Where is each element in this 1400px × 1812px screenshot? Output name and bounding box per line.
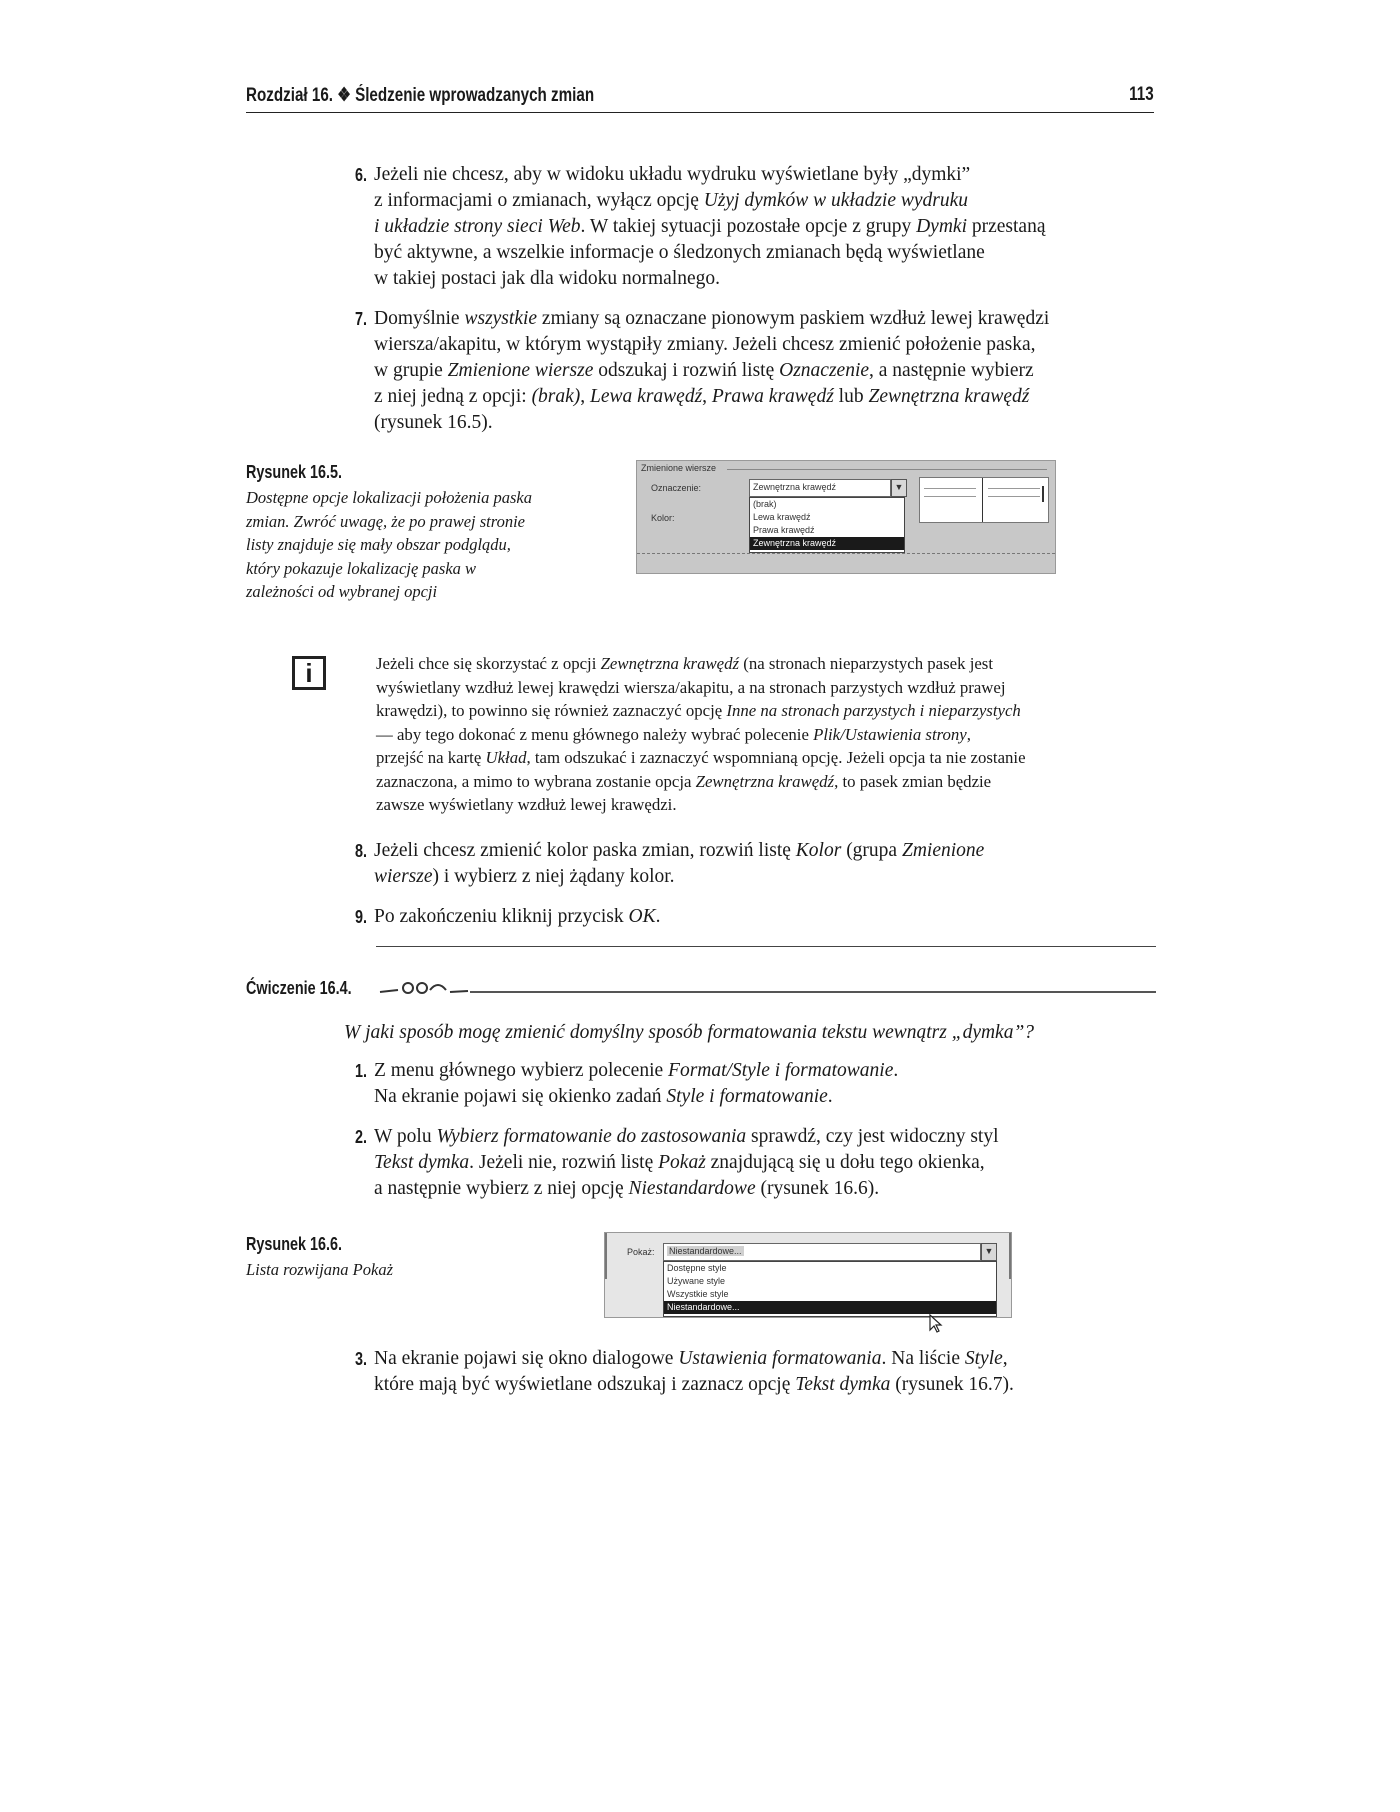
step-6 (355, 162, 1158, 292)
note-line: zaznaczona, a mimo to wybrana zostanie opcja Zewnętrzna krawędź, to pasek zmian będzie (376, 771, 992, 791)
text-line: Jeżeli chcesz zmienić kolor paska zmian, rozwiń listę Kolor (grupa Zmienione (374, 840, 985, 861)
exercise-ornament-icon (378, 978, 470, 996)
figure-title: Rysunek 16.5. (246, 462, 343, 482)
list-option[interactable]: Lewa krawędź (753, 512, 811, 522)
list-option[interactable]: (brak) (753, 499, 777, 509)
preview-line (924, 488, 976, 489)
running-header (246, 82, 1154, 113)
dropdown-value: Zewnętrzna krawędź (753, 482, 837, 492)
text-line: Domyślnie wszystkie zmiany są oznaczane pionowym paskiem wzdłuż lewej krawędzi (374, 308, 1050, 329)
color-label: Kolor: (651, 513, 675, 523)
figure-16-5-screenshot (636, 460, 1056, 574)
mouse-cursor-icon (928, 1314, 944, 1334)
preview-divider (982, 478, 983, 522)
figure-caption: Lista rozwijana Pokaż (246, 1260, 393, 1279)
info-note (376, 652, 1146, 817)
window-edge (605, 1233, 607, 1279)
step-number: 8. (355, 841, 368, 861)
chevron-down-icon[interactable]: ▼ (981, 1243, 997, 1261)
list-option-selected[interactable]: Niestandardowe... (664, 1301, 996, 1314)
text-line: wiersze) i wybierz z niej żądany kolor. (374, 866, 675, 887)
page-number: 113 (1129, 84, 1154, 105)
figure-title: Rysunek 16.6. (246, 1234, 343, 1254)
text-line: Z menu głównego wybierz polecenie Format/Style i formatowanie. (374, 1060, 899, 1081)
note-line: krawędzi), to powinno się również zaznaczyć opcję Inne na stronach parzystych i nieparzystych (376, 701, 1021, 720)
step-number: 6. (355, 165, 368, 185)
mark-label: Oznaczenie: (651, 483, 702, 493)
chevron-down-icon[interactable]: ▼ (891, 479, 907, 497)
step-2 (355, 1124, 1158, 1202)
text-line: (rysunek 16.5). (374, 412, 493, 433)
text-line: Na ekranie pojawi się okno dialogowe Ustawienia formatowania. Na liście Style, (374, 1348, 1008, 1369)
text-line: w grupie Zmienione wiersze odszukaj i rozwiń listę Oznaczenie, a następnie wybierz (374, 360, 1034, 381)
step-number: 2. (355, 1127, 368, 1147)
note-line: wyświetlany wzdłuż lewej krawędzi wiersza/akapitu, a na stronach parzystych wzdłuż prawej (376, 677, 1006, 697)
show-options-list[interactable] (663, 1261, 997, 1317)
figure-caption: Dostępne opcje lokalizacji położenia paska zmian. Zwróć uwagę, że po prawej stronie listy znajduje się mały obszar podglądu, który pokazuje lokalizację paska w zależności od wybranej opcji (246, 488, 532, 601)
text-line: Na ekranie pojawi się okienko zadań Style i formatowanie. (374, 1086, 833, 1107)
text-line: i układzie strony sieci Web. W takiej sytuacji pozostałe opcje z grupy Dymki przestaną (374, 216, 1046, 237)
list-option[interactable]: Wszystkie style (667, 1289, 729, 1299)
list-option-selected[interactable]: Zewnętrzna krawędź (750, 537, 904, 550)
step-3 (355, 1346, 1158, 1398)
text-line: W polu Wybierz formatowanie do zastosowania sprawdź, czy jest widoczny styl (374, 1126, 999, 1147)
group-divider (727, 469, 1047, 470)
group-label: Zmienione wiersze (641, 463, 717, 473)
text-line: a następnie wybierz z niej opcję Niestandardowe (rysunek 16.6). (374, 1178, 880, 1199)
note-line: zawsze wyświetlany wzdłuż lewej krawędzi. (376, 795, 677, 814)
list-option[interactable]: Dostępne style (667, 1263, 727, 1273)
show-label: Pokaż: (627, 1247, 655, 1257)
text-line: być aktywne, a wszelkie informacje o śledzonych zmianach będą wyświetlane (374, 242, 985, 263)
step-1 (355, 1058, 1158, 1110)
chapter-title: Rozdział 16. ❖ Śledzenie wprowadzanych zmian (246, 85, 595, 106)
text-line: które mają być wyświetlane odszukaj i zaznacz opcję Tekst dymka (rysunek 16.7). (374, 1374, 1014, 1395)
info-icon: i (292, 656, 326, 690)
preview-line (988, 488, 1040, 489)
text-line: w takiej postaci jak dla widoku normalnego. (374, 268, 721, 289)
exercise-question: W jaki sposób mogę zmienić domyślny sposób formatowania tekstu wewnątrz „dymka”? (344, 1022, 1035, 1043)
text-line: wiersza/akapitu, w którym wystąpiły zmiany. Jeżeli chcesz zmienić położenie paska, (374, 334, 1036, 355)
preview-area (919, 477, 1049, 523)
note-line: Jeżeli chce się skorzystać z opcji Zewnętrzna krawędź (na stronach nieparzystych pasek jest (376, 654, 994, 673)
preview-line (924, 496, 976, 497)
step-8 (355, 838, 1158, 890)
preview-line (988, 496, 1040, 497)
text-line: Jeżeli nie chcesz, aby w widoku układu wydruku wyświetlane były „dymki” (374, 164, 971, 185)
note-line: przejść na kartę Układ, tam odszukać i zaznaczyć wspomnianą opcję. Jeżeli opcja ta nie zostanie (376, 748, 1026, 767)
exercise-divider (470, 991, 1156, 993)
window-edge (1009, 1233, 1011, 1279)
list-option[interactable]: Używane style (667, 1276, 726, 1286)
step-number: 3. (355, 1349, 368, 1369)
step-number: 9. (355, 907, 368, 927)
step-7 (355, 306, 1158, 436)
show-dropdown[interactable] (663, 1243, 981, 1261)
text-line: Po zakończeniu kliknij przycisk OK. (374, 906, 661, 927)
section-rule (376, 946, 1156, 947)
text-line: z informacjami o zmianach, wyłącz opcję Użyj dymków w układzie wydruku (374, 190, 969, 211)
exercise-title: Ćwiczenie 16.4. (246, 978, 352, 998)
dropdown-value: Niestandardowe... (669, 1246, 742, 1256)
change-bar-marker (1042, 486, 1044, 502)
step-9 (355, 904, 1158, 930)
screenshot-edge (637, 553, 1055, 554)
step-number: 7. (355, 309, 368, 329)
note-line: — aby tego dokonać z menu głównego należy wybrać polecenie Plik/Ustawienia strony, (376, 724, 971, 744)
figure-16-6-screenshot (604, 1232, 1012, 1318)
text-line: Tekst dymka. Jeżeli nie, rozwiń listę Pokaż znajdującą się u dołu tego okienka, (374, 1152, 985, 1173)
mark-options-list[interactable] (749, 497, 905, 553)
mark-dropdown[interactable] (749, 479, 891, 497)
text-line: z niej jedną z opcji: (brak), Lewa krawędź, Prawa krawędź lub Zewnętrzna krawędź (374, 386, 1030, 407)
step-number: 1. (355, 1061, 368, 1081)
list-option[interactable]: Prawa krawędź (753, 525, 815, 535)
